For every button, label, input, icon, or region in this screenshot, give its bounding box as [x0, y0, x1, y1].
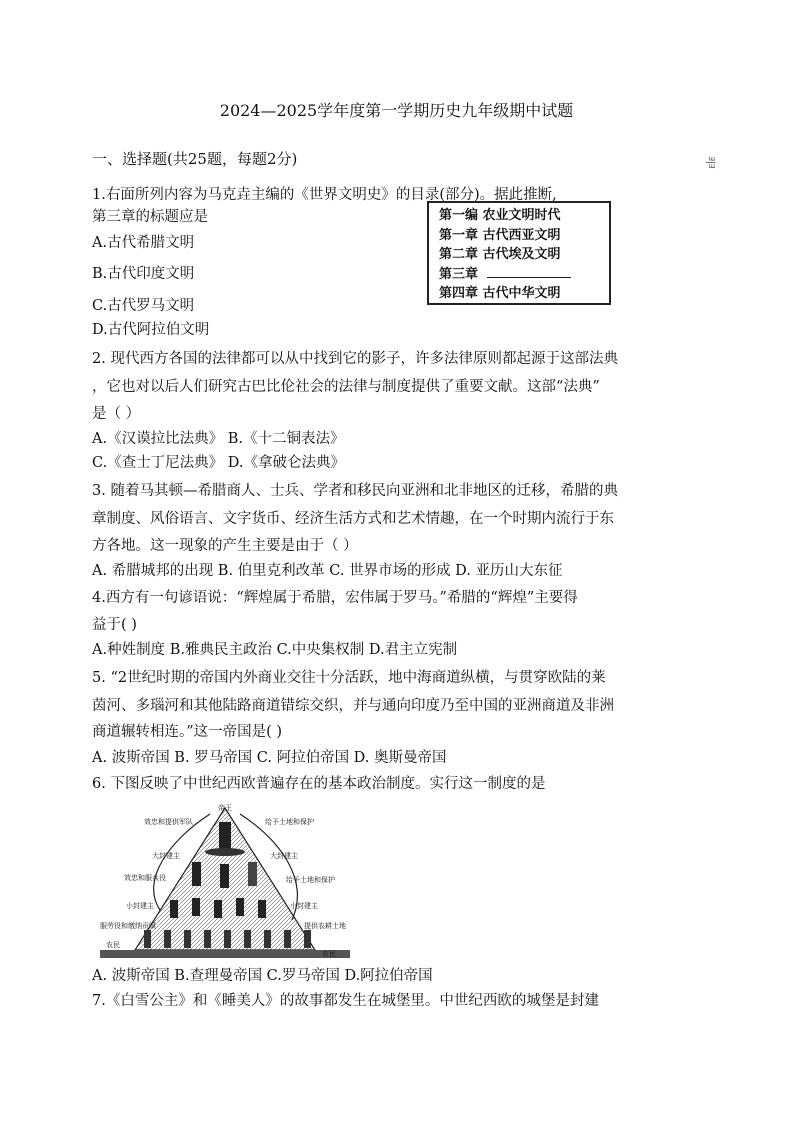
- q6-options: A. 波斯帝国 B.查理曼帝国 C.罗马帝国 D.阿拉伯帝国: [92, 968, 433, 984]
- pyramid-label-left: 农民: [106, 941, 120, 949]
- q4-line-2: 益于( ): [92, 617, 137, 633]
- q1-option-d: D.古代阿拉伯文明: [92, 322, 210, 338]
- q7-line-1: 7.《白雪公主》和《睡美人》的故事都发生在城堡里。中世纪西欧的城堡是封建: [92, 993, 599, 1009]
- q1-line-1: 1.右面所列内容为马克垚主编的《世界文明史》的目录(部分)。据此推断,: [92, 187, 557, 203]
- pyramid-label-left: 服劳役和缴纳贡赋: [100, 922, 156, 930]
- q3-options: A. 希腊城邦的出现 B. 伯里克利改革 C. 世界市场的形成 D. 亚历山大东征: [92, 563, 563, 579]
- king-figure: [219, 822, 231, 850]
- q5-line-3: 商道辗转相连。”这一帝国是( ): [92, 724, 283, 740]
- pyramid-label-left: 效忠和服兵役: [124, 874, 166, 882]
- q5-line-2: 茵河、多瑙河和其他陆路商道错综交织，并与通向印度乃至中国的亚洲商道及非洲: [92, 698, 614, 714]
- q5-line-1: 5. “2世纪时期的帝国内外商业交往十分活跃，地中海商道纵横，与贯穿欧陆的莱: [92, 670, 606, 686]
- pyramid-label-left: 效忠和提供军队: [144, 818, 193, 826]
- q5-options: A. 波斯帝国 B. 罗马帝国 C. 阿拉伯帝国 D. 奥斯曼帝国: [92, 750, 447, 766]
- king-platform: [205, 848, 245, 856]
- page-title: 2024—2025学年度第一学期历史九年级期中试题: [219, 101, 574, 120]
- toc-line: 第二章 古代埃及文明: [439, 247, 561, 262]
- q2-line-3: 是（ ）: [92, 406, 141, 422]
- q2-line-1: 2. 现代西方各国的法律都可以从中找到它的影子，许多法律原则都起源于这部法典: [92, 351, 618, 367]
- q4-options: A.种姓制度 B.雅典民主政治 C.中央集权制 D.君主立宪制: [92, 642, 458, 658]
- q2-line-2: ，它也对以后人们研究古巴比伦社会的法律与制度提供了重要文献。这部“法典”: [92, 379, 600, 395]
- q2-options-ab: A.《汉谟拉比法典》 B.《十二铜表法》: [92, 431, 345, 447]
- q1-option-b: B.古代印度文明: [92, 266, 195, 282]
- q1-option-a: A.古代希腊文明: [92, 235, 195, 251]
- q1-line-2: 第三章的标题应是: [92, 209, 208, 225]
- q1-option-c: C.古代罗马文明: [92, 298, 195, 314]
- great-lord-figure: [220, 864, 229, 888]
- q4-line-1: 4.西方有一句谚语说：“辉煌属于希腊，宏伟属于罗马。”希腊的“辉煌”主要得: [92, 590, 578, 606]
- q3-line-3: 方各地。这一现象的产生主要是由于（ ）: [92, 538, 358, 554]
- great-lord-figure: [192, 862, 201, 886]
- pyramid-label-right: 给予土地和保护: [265, 818, 314, 826]
- toc-line-blank: 第三章: [439, 265, 599, 285]
- q3-line-1: 3. 随着马其顿—希腊商人、士兵、学者和移民向亚洲和北非地区的迁移，希腊的典: [92, 483, 618, 499]
- pyramid-label-right: 大封建主: [270, 852, 298, 860]
- pyramid-label-right: 提供农耕土地: [304, 922, 346, 930]
- pyramid-label-right: 小封建主: [290, 902, 318, 910]
- q6-line-1: 6. 下图反映了中世纪西欧普遍存在的基本政治制度。实行这一制度的是: [92, 776, 546, 792]
- toc-line: 第四章 古代中华文明: [439, 286, 561, 301]
- section-heading: 一、选择题(共25题，每题2分): [92, 150, 298, 168]
- margin-mark: ﾖ|ﾖ: [705, 156, 716, 169]
- q3-line-2: 章制度、风俗语言、文字货币、经济生活方式和艺术情趣，在一个时期内流行于东: [92, 511, 614, 527]
- toc-line: 第一章 古代西亚文明: [439, 227, 561, 243]
- pyramid-label-right: 农民: [322, 950, 336, 958]
- toc-line: 第一编 农业文明时代: [439, 208, 561, 223]
- q2-options-cd: C.《查士丁尼法典》 D.《拿破仑法典》: [92, 455, 346, 471]
- pyramid-label-left: 大封建主: [152, 852, 180, 860]
- pyramid-label-top: 帝王: [218, 804, 232, 812]
- pyramid-ground: [100, 950, 350, 958]
- feudal-pyramid-image: [100, 800, 350, 960]
- pyramid-label-right: 给予土地和保护: [286, 876, 335, 884]
- toc-box: [427, 201, 611, 305]
- pyramid-label-left: 小封建主: [126, 902, 154, 910]
- peasant-row: [144, 930, 311, 948]
- great-lord-figure: [248, 862, 257, 886]
